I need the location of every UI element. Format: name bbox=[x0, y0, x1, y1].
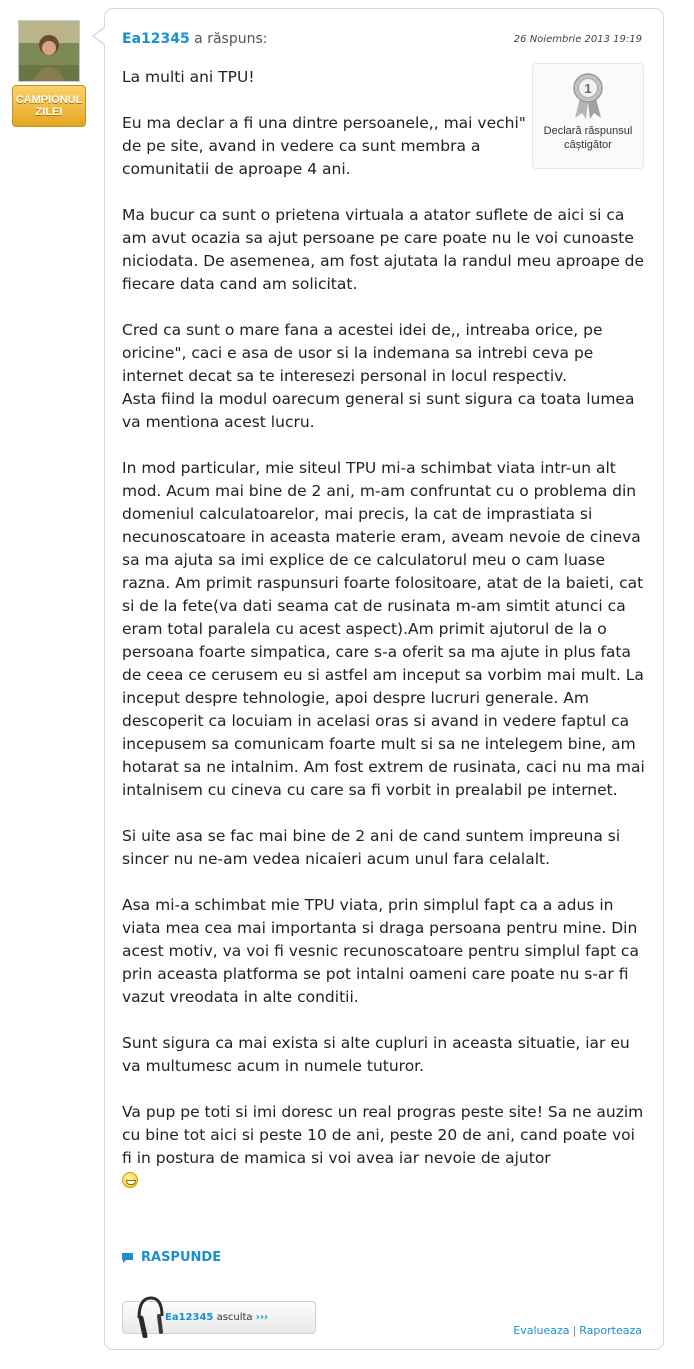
card-pointer-inner bbox=[94, 27, 106, 45]
rate-link[interactable]: Evalueaza bbox=[513, 1324, 570, 1337]
reply-label: RASPUNDE bbox=[141, 1250, 222, 1265]
listen-arrows: ››› bbox=[255, 1312, 269, 1323]
answer-body bbox=[122, 66, 647, 1216]
listen-label: asculta bbox=[216, 1312, 253, 1323]
answer-paragraph: Si uite asa se fac mai bine de 2 ani de cand suntem impreuna si sincer nu ne-am vedea nicaieri acum unul fara celalalt. bbox=[122, 827, 621, 868]
author-username-link[interactable]: Ea12345 bbox=[122, 31, 190, 47]
answer-header bbox=[122, 31, 267, 47]
listen-username: Ea12345 bbox=[165, 1312, 214, 1323]
answer-paragraph: Ma bucur ca sunt o prietena virtuala a atator suflete de aici si ca am avut ocazia sa ajut persoane pe care poate nu le voi cunoaste niciodata. De asemenea, am fost ajutata la randul meu aproape de fiecare data cand am solicitat. bbox=[122, 206, 645, 293]
answer-paragraph: Asta fiind la modul oarecum general si sunt sigura ca toata lumea va mentiona acest lucru. bbox=[122, 390, 635, 431]
listen-button[interactable] bbox=[122, 1301, 316, 1334]
post-date: 26 Noiembrie 2013 19:19 bbox=[513, 34, 642, 45]
badge-line-2: ZILEI bbox=[35, 106, 63, 118]
reply-button[interactable] bbox=[122, 1250, 221, 1265]
winner-label-line-1: Declară răspunsul bbox=[543, 125, 633, 137]
answer-actions bbox=[513, 1324, 642, 1337]
report-link[interactable]: Raporteaza bbox=[579, 1324, 642, 1337]
answer-paragraph: In mod particular, mie siteul TPU mi-a schimbat viata intr-un alt mod. Acum mai bine de 2 ani, m-am confruntat cu o problema din domeniul calculatoarelor, mai precis, la cat de imprastiata si necunoscatoare in aceasta materie eram, aveam nevoie de cineva sa ma ajuta sa imi explice de ce calculatorul meu o cam luase razna. Am primit raspunsuri foarte folositoare, atat de la baieti, cat si de la fete(va dati seama cat de rusinata m-am simtit atunci ca eram total paralela cu acest aspect).Am primit ajutorul de la o persoana foarte simpatica, care s-a oferit sa ma ajute in plus fata de ceea ce cerusem eu si astfel am inceput sa vorbim mai mult. La inceput despre tehnologie, apoi despre lucruri generale. Am descoperit ca locuiam in acelasi oras si avand in vedere faptul ca incepusem sa comunicam foarte mult si sa ne intelegem bine, am hotarat sa ne intalnim. Am fost extrem de rusinata, caci nu ma mai intalnisem cu cineva cu care sa fi vorbit in prealabil pe internet. bbox=[122, 459, 645, 799]
speech-bubble-icon bbox=[122, 1253, 133, 1263]
answer-paragraph: Cred ca sunt o mare fana a acestei idei de,, intreaba orice, pe oricine", caci e asa de usor si la indemana sa intrebi ceva pe internet decat sa te interesezi personal in locul respectiv. bbox=[122, 321, 603, 385]
answer-paragraph-text: Va pup pe toti si imi doresc un real progras peste site! Sa ne auzim cu bine tot aici si peste 10 de ani, peste 20 de ani, cand poate voi fi in postura de mamica si voi avea iar nevoie de ajutor bbox=[122, 1103, 644, 1167]
badge-line-1: CAMPIONUL bbox=[15, 94, 83, 106]
winner-label-line-2: câștigător bbox=[564, 139, 612, 151]
answer-paragraph: Eu ma declar a fi una dintre persoanele,, mai vechi" de pe site, avand in vedere ca sunt membra a comunitatii de aproape 4 ani. bbox=[122, 114, 526, 178]
actions-separator: | bbox=[572, 1324, 577, 1337]
avatar[interactable] bbox=[18, 20, 80, 82]
answer-paragraph: Asa mi-a schimbat mie TPU viata, prin simplul fapt ca a adus in viata mea cea mai importanta si draga persoana pentru mine. Din acest motiv, va voi fi vesnic recunoscatoare pentru simplul fapt ca prin aceasta platforma se pot intalni oameni care poate nu s-ar fi vazut vreodata in alte conditii. bbox=[122, 896, 639, 1006]
answer-paragraph: La multi ani TPU! bbox=[122, 68, 255, 86]
answered-label: a răspuns: bbox=[194, 31, 268, 47]
answer-paragraph-last bbox=[122, 1101, 647, 1193]
avatar-photo bbox=[19, 21, 79, 81]
award-rank: 1 bbox=[584, 81, 592, 96]
headphones-icon bbox=[135, 1294, 165, 1338]
champion-of-the-day-badge bbox=[12, 85, 86, 127]
answer-paragraph: Sunt sigura ca mai exista si alte cupluri in aceasta situatie, iar eu va multumesc acum in numele tuturor. bbox=[122, 1034, 630, 1075]
grin-smiley-icon bbox=[122, 1172, 138, 1188]
